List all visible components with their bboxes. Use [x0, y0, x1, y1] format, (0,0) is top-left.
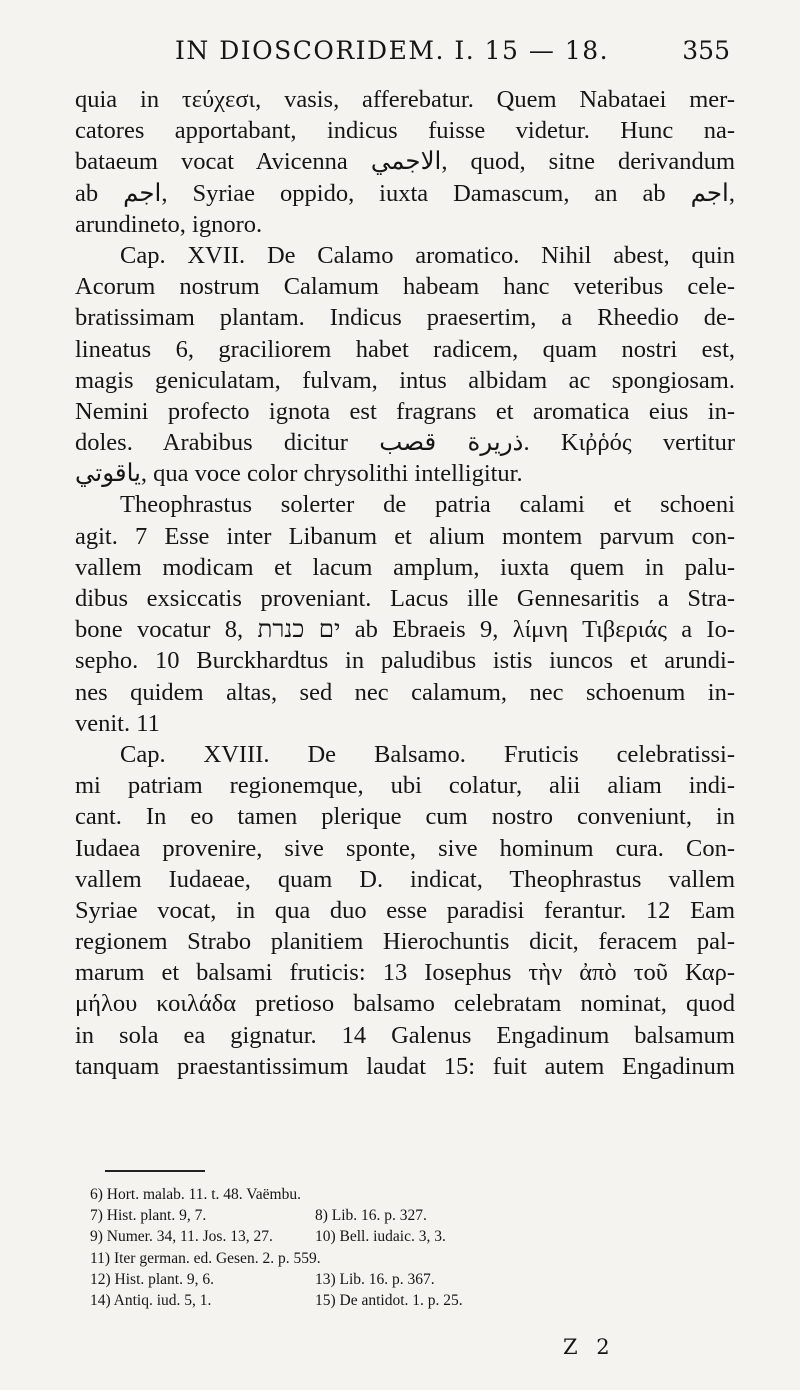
footnote: 12) Hist. plant. 9, 6. [90, 1270, 214, 1288]
footnote: 8) Lib. 16. p. 327. [315, 1207, 427, 1225]
text-line: mi patriam regionemque, ubi colatur, alii aliam indi- [75, 772, 735, 800]
footnote: 6) Hort. malab. 11. t. 48. Vaëmbu. [90, 1186, 301, 1203]
text-line: ab اجم, Syriae oppido, iuxta Damascum, an ab اجم, [75, 179, 735, 207]
text-line: Nemini profecto ignota est fragrans et aromatica eius in- [75, 397, 735, 425]
text-line: bataeum vocat Avicenna الاجمي, quod, sitne derivandum [75, 148, 735, 176]
footnote: 9) Numer. 34, 11. Jos. 13, 27. [90, 1228, 273, 1246]
text-line: Acorum nostrum Calamum habeam hanc veteribus cele- [75, 273, 735, 301]
footnote: 14) Antiq. iud. 5, 1. [90, 1291, 212, 1309]
text-line: cant. In eo tamen plerique cum nostro conveniunt, in [75, 803, 735, 831]
text-line: ياقوتي, qua voce color chrysolithi intelligitur. [75, 460, 523, 488]
page-number: 355 [682, 36, 730, 65]
text-line: Theophrastus solerter de patria calami et schoeni [120, 491, 735, 519]
text-line: regionem Strabo planitiem Hierochuntis dicit, feracem pal- [75, 928, 735, 956]
text-line: arundineto, ignoro. [75, 210, 263, 238]
text-line: tanquam praestantissimum laudat 15: fuit autem Engadinum [75, 1052, 735, 1080]
text-line: μήλου κοιλάδα pretioso balsamo celebratam nominat, quod [75, 990, 735, 1018]
footnote-row [90, 1290, 650, 1311]
main-text [75, 84, 735, 1082]
text-line: Cap. XVII. De Calamo aromatico. Nihil abest, quin [120, 241, 735, 269]
text-line: Syriae vocat, in qua duo esse paradisi ferantur. 12 Eam [75, 896, 735, 924]
text-line: magis geniculatam, fulvam, intus albidam ac spongiosam. [75, 366, 735, 394]
text-line: lineatus 6, graciliorem habet radicem, quam nostri est, [75, 335, 735, 363]
footnote-row [90, 1226, 650, 1247]
footnotes [90, 1184, 650, 1311]
text-line: vallem Iudaeae, quam D. indicat, Theophrastus vallem [75, 865, 735, 893]
text-line: doles. Arabibus dicitur ذريرة قصب. Κιῤῥός vertitur [75, 429, 735, 457]
footnote-row [90, 1269, 650, 1290]
text-line: in sola ea gignatur. 14 Galenus Engadinum balsamum [75, 1021, 735, 1049]
text-line: bratissimam plantam. Indicus praesertim, a Rheedio de- [75, 304, 735, 332]
text-line: agit. 7 Esse inter Libanum et alium montem parvum con- [75, 522, 735, 550]
text-line: vallem modicam et lacum amplum, iuxta quem in palu- [75, 553, 735, 581]
page-header [0, 36, 800, 70]
footnote-row [90, 1205, 650, 1226]
running-title: IN DIOSCORIDEM. I. 15 — 18. [175, 36, 610, 65]
footnote-rule [105, 1170, 205, 1172]
text-line: marum et balsami fruticis: 13 Iosephus τὴν ἀπὸ τοῦ Καρ- [75, 959, 735, 987]
text-line: Cap. XVIII. De Balsamo. Fruticis celebratissi- [120, 740, 735, 768]
signature-mark: Z 2 [563, 1335, 616, 1359]
footnote: 15) De antidot. 1. p. 25. [315, 1291, 463, 1309]
text-line: venit. 11 [75, 709, 160, 737]
text-line: dibus exsiccatis proveniant. Lacus ille Gennesaritis a Stra- [75, 585, 735, 612]
text-line: quia in τεύχεσι, vasis, afferebatur. Quem Nabataei mer- [75, 86, 735, 113]
footnote: 13) Lib. 16. p. 367. [315, 1270, 435, 1288]
footnote: 10) Bell. iudaic. 3, 3. [315, 1228, 446, 1246]
text-line: sepho. 10 Burckhardtus in paludibus istis iuncos et arundi- [75, 647, 735, 675]
text-line: nes quidem altas, sed nec calamum, nec schoenum in- [75, 678, 735, 706]
footnote-row [90, 1184, 650, 1205]
footnote: 11) Iter german. ed. Gesen. 2. p. 559. [90, 1249, 321, 1267]
text-line: catores apportabant, indicus fuisse videtur. Hunc na- [75, 117, 735, 145]
text-line: bone vocatur 8, ים כנרת ab Ebraeis 9, λίμνη Τιβεριάς a Io- [75, 616, 735, 644]
text-line: Iudaea provenire, sive sponte, sive hominum cura. Con- [75, 834, 735, 862]
footnote: 7) Hist. plant. 9, 7. [90, 1207, 207, 1225]
footnote-row [90, 1248, 650, 1269]
